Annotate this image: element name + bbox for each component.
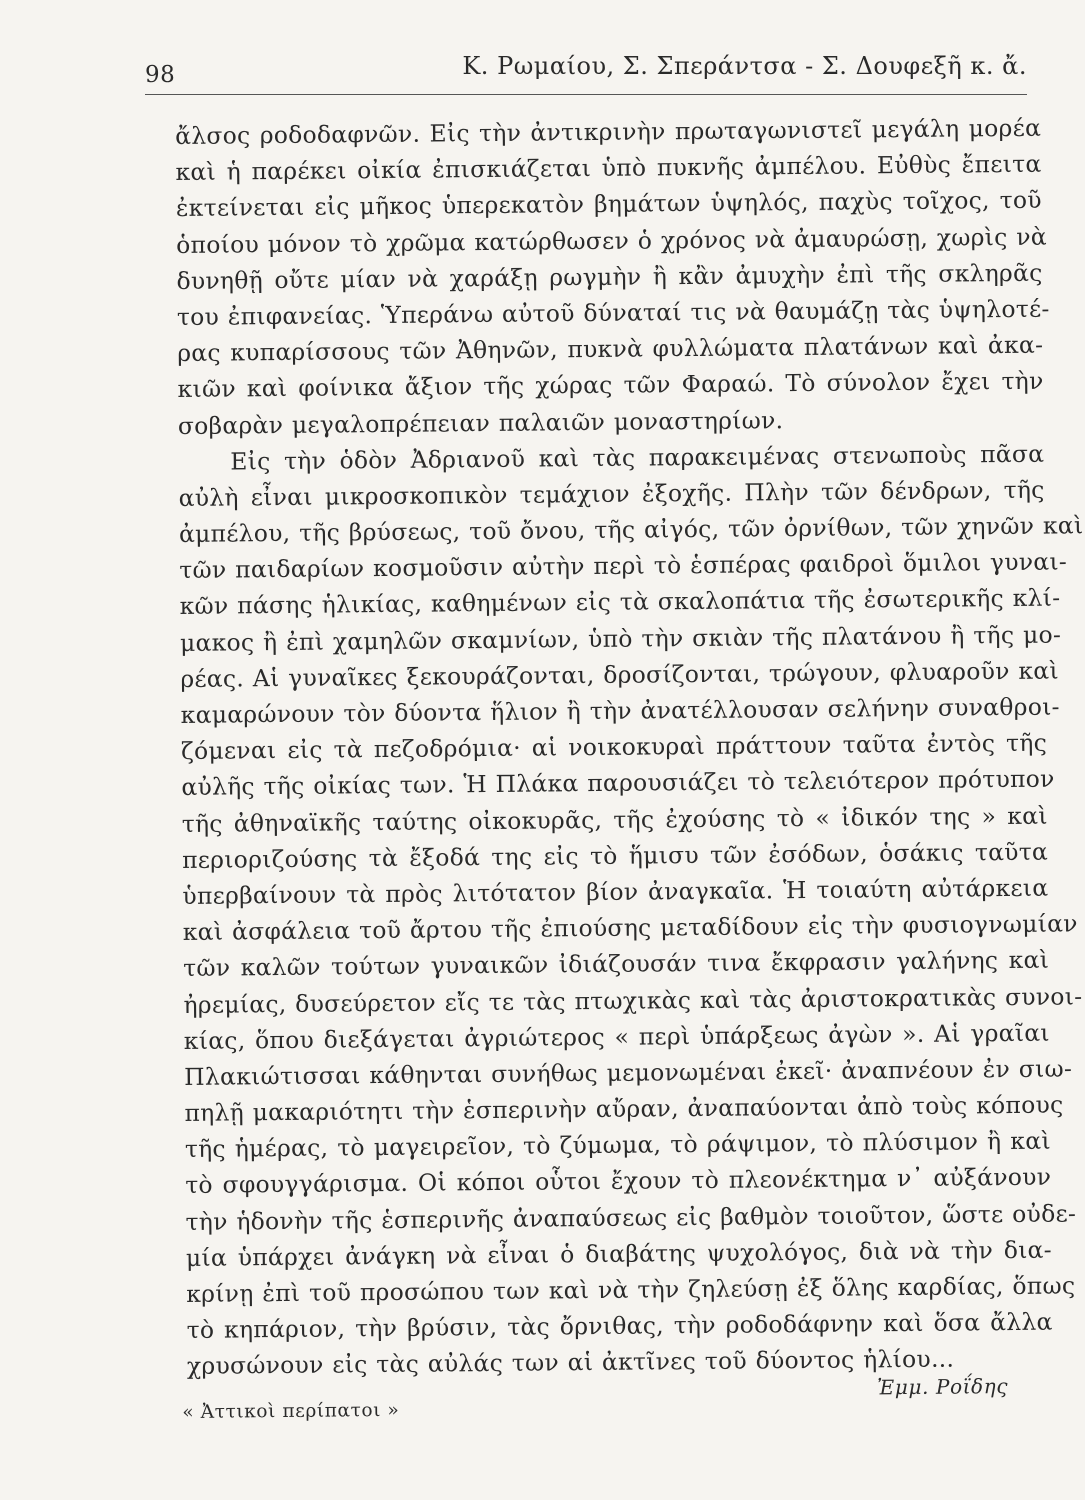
text-line: δυνηθῇ οὔτε μίαν νὰ χαράξῃ ρωγμὴν ἢ κἂν ἀμυχὴν ἐπὶ τῆς σκληρᾶς <box>176 258 1043 295</box>
page-header <box>145 52 1027 96</box>
source-title: « Ἀττικοὶ περίπατοι » <box>182 1399 400 1423</box>
text-line: ἄλσος ροδοδαφνῶν. Εἰς τὴν ἀντικρινὴν πρωταγωνιστεῖ μεγάλη μορέα <box>175 113 1042 150</box>
text-line: τῶν παιδαρίων κοσμοῦσιν αὐτὴν περὶ τὸ ἑσπέρας φαιδροὶ ὅμιλοι γυναι- <box>179 547 1068 585</box>
author-name: Ἐμμ. Ροΐδης <box>877 1374 1009 1400</box>
text-line: ὑπερβαίνουν τὰ πρὸς λιτότατον βίον ἀναγκαῖα. Ἡ τοιαύτη αὐτάρκεια <box>182 873 1049 910</box>
text-line: τῆς ἡμέρας, τὸ μαγειρεῖον, τὸ ζύμωμα, τὸ ράψιμον, τὸ πλύσιμον ἢ καὶ <box>184 1126 1051 1164</box>
text-line: μία ὑπάρχει ἀνάγκη νὰ εἶναι ὁ διαβάτης ψυχολόγος, διὰ νὰ τὴν δια- <box>185 1235 1053 1272</box>
attribution <box>182 1370 1022 1428</box>
text-line: ζόμεναι εἰς τὰ πεζοδρόμια· αἱ νοικοκυραὶ πράττουν ταῦτα ἐντὸς τῆς <box>180 728 1048 766</box>
text-line: αὐλῆς τῆς οἰκίας των. Ἡ Πλάκα παρουσιάζει τὸ τελειότερον πρότυπον <box>181 764 1055 802</box>
text-line: Πλακιώτισσαι κάθηνται συνήθως μεμονωμέναι ἐκεῖ· ἀναπνέουν ἐν σιω- <box>184 1054 1073 1091</box>
text-line: τὴν ἡδονὴν τῆς ἑσπερινῆς ἀναπαύσεως εἰς βαθμὸν τοιοῦτον, ὥστε οὐδε- <box>185 1199 1077 1236</box>
text-line: χρυσώνουν εἰς τὰς αὐλάς των αἱ ἀκτῖνες τοῦ δύοντος ἡλίου... <box>186 1344 955 1381</box>
text-line: πηλῇ μακαριότητι τὴν ἑσπερινὴν αὔραν, ἀναπαύονται ἀπὸ τοὺς κόπους <box>184 1090 1064 1128</box>
body-text <box>175 110 1084 1385</box>
text-line: ἐκτείνεται εἰς μῆκος ὑπερεκατὸν βημάτων ὑψηλός, παχὺς τοῖχος, τοῦ <box>175 186 1042 223</box>
page-number: 98 <box>145 62 176 88</box>
text-line: αὐλὴ εἶναι μικροσκοπικὸν τεμάχιον ἐξοχῆς. Πλὴν τῶν δένδρων, τῆς <box>178 475 1045 512</box>
text-line: κίας, ὅπου διεξάγεται ἀγριώτερος « περὶ ὑπάρξεως ἀγὼν ». Αἱ γραῖαι <box>183 1018 1050 1055</box>
text-line: κιῶν καὶ φοίνικα ἄξιον τῆς χώρας τῶν Φαραώ. Τὸ σύνολον ἔχει τὴν <box>177 366 1044 404</box>
text-line: τῶν καλῶν τούτων γυναικῶν ἰδιάζουσάν τινα ἔκφρασιν γαλήνης καὶ <box>183 945 1050 983</box>
text-line: τὸ σφουγγάρισμα. Οἱ κόποι οὗτοι ἔχουν τὸ πλεονέκτημα ν᾽ αὐξάνουν <box>185 1163 1052 1200</box>
text-line: τῆς ἀθηναϊκῆς ταύτης οἰκοκυρᾶς, τῆς ἐχούσης τὸ « ἰδικόν της » καὶ <box>181 801 1048 838</box>
text-line: κρίνῃ ἐπὶ τοῦ προσώπου των καὶ νὰ τὴν ζηλεύσῃ ἐξ ὅλης καρδίας, ὅπως <box>186 1271 1076 1308</box>
running-head: Κ. Ρωμαίου, Σ. Σπεράντσα - Σ. Δουφεξῆ κ. ἄ. <box>462 52 1027 80</box>
text-line: ὁποίου μόνον τὸ χρῶμα κατώρθωσεν ὁ χρόνος νὰ ἀμαυρώσῃ, χωρὶς νὰ <box>176 222 1048 259</box>
text-line: μακος ἢ ἐπὶ χαμηλῶν σκαμνίων, ὑπὸ τὴν σκιὰν τῆς πλατάνου ἢ τῆς μο- <box>179 620 1062 657</box>
text-line: καὶ ἡ παρέκει οἰκία ἐπισκιάζεται ὑπὸ πυκνῆς ἀμπέλου. Εὐθὺς ἔπειτα <box>175 149 1042 187</box>
text-line: καμαρώνουν τὸν δύοντα ἥλιον ἢ τὴν ἀνατέλλουσαν σελήνην συναθροι- <box>180 692 1060 729</box>
text-line: τὸ κηπάριον, τὴν βρύσιν, τὰς ὄρνιθας, τὴν ροδοδάφνην καὶ ὅσα ἄλλα <box>186 1307 1053 1345</box>
text-line: κῶν πάσης ἡλικίας, καθημένων εἰς τὰ σκαλοπάτια τῆς ἐσωτερικῆς κλί- <box>179 583 1061 621</box>
text-line: σοβαρὰν μεγαλοπρέπειαν παλαιῶν μοναστηρίων. <box>177 405 784 440</box>
text-line: Εἰς τὴν ὁδὸν Ἀδριανοῦ καὶ τὰς παρακειμένας στενωποὺς πᾶσα <box>230 439 1045 476</box>
text-line: ρας κυπαρίσσους τῶν Ἀθηνῶν, πυκνὰ φυλλώματα πλατάνων καὶ ἀκα- <box>177 330 1044 368</box>
text-line: καὶ ἀσφάλεια τοῦ ἄρτου τῆς ἐπιούσης μεταδίδουν εἰς τὴν φυσιογνωμίαν <box>182 909 1078 947</box>
header-rule <box>145 94 1027 95</box>
text-line: ρέας. Αἱ γυναῖκες ξεκουράζονται, δροσίζονται, τρώγουν, φλυαροῦν καὶ <box>180 656 1060 693</box>
text-line: περιοριζούσης τὰ ἔξοδά της εἰς τὸ ἥμισυ τῶν ἐσόδων, ὁσάκις ταῦτα <box>181 837 1049 874</box>
text-line: ἀμπέλου, τῆς βρύσεως, τοῦ ὄνου, τῆς αἰγός, τῶν ὀρνίθων, τῶν χηνῶν καὶ <box>178 511 1084 549</box>
text-line: ἠρεμίας, δυσεύρετον εἴς τε τὰς πτωχικὰς καὶ τὰς ἀριστοκρατικὰς συνοι- <box>183 981 1083 1019</box>
text-line: του ἐπιφανείας. Ὑπεράνω αὐτοῦ δύναταί τις νὰ θαυμάζῃ τὰς ὑψηλοτέ- <box>176 294 1050 331</box>
